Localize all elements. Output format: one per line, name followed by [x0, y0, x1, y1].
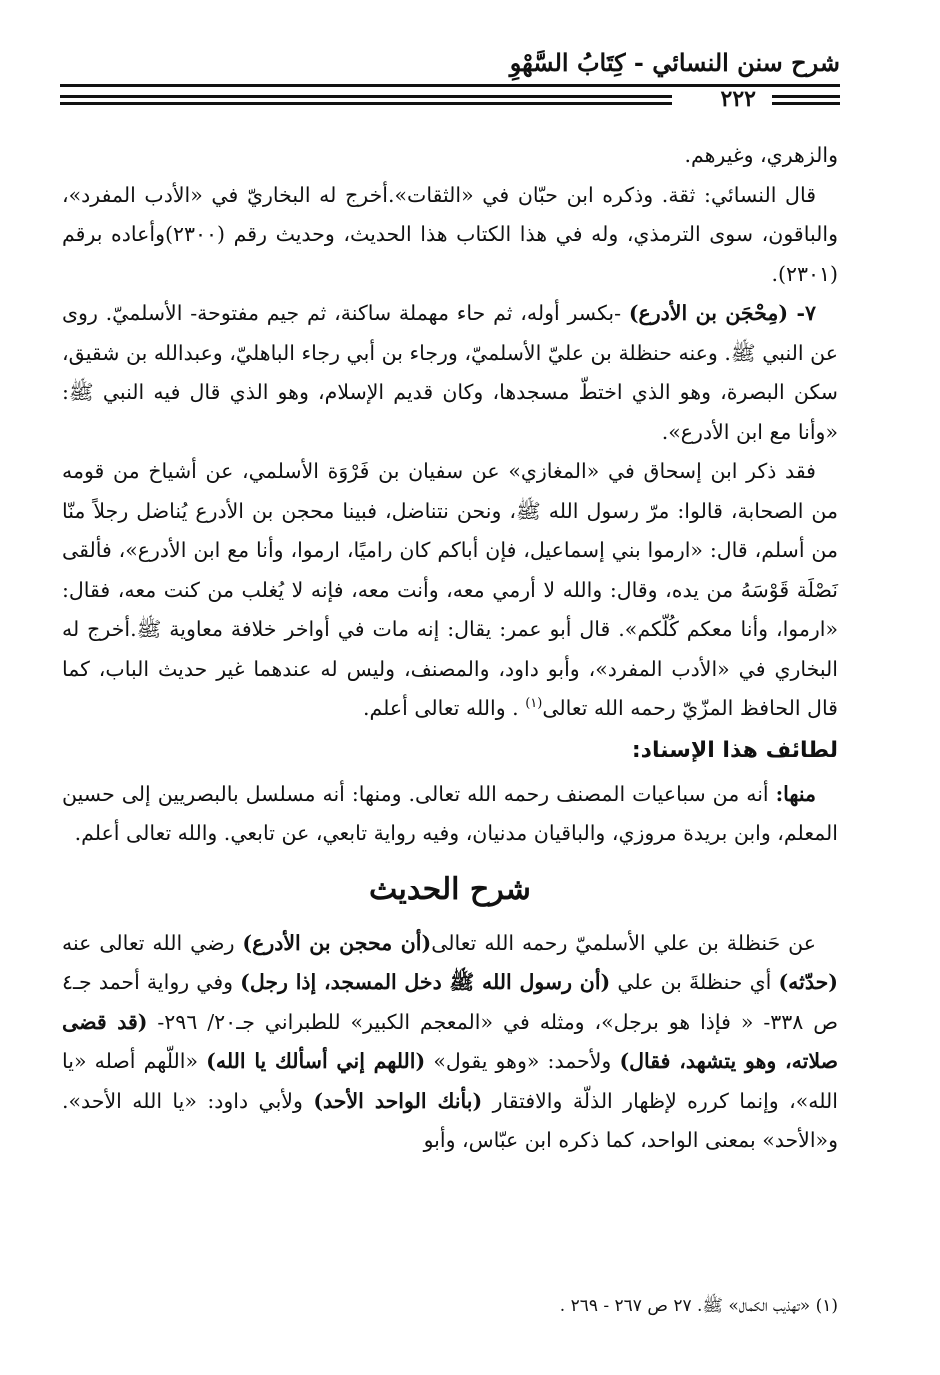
header-rule-left: [60, 95, 672, 105]
page-number: ٢٢٢: [720, 86, 756, 112]
paragraph-5: [62, 775, 838, 854]
paragraph-4-end: . والله تعالى أعلم.: [362, 696, 526, 720]
p6-quote-l: (بأنك الواحد الأحد): [313, 1088, 483, 1113]
running-header-title: شرح سنن النسائي - كِتَابُ السَّهْوِ: [509, 48, 840, 77]
p6-quote-f: (أن رسول الله ﷺ دخل المسجد، إذا رجل): [240, 970, 611, 994]
p6-quote-h: (قد قضى صلاته، وهو يتشهد، فقال): [62, 1009, 838, 1073]
paragraph-4: [62, 452, 838, 729]
header-rule: [60, 86, 840, 112]
main-text: [62, 136, 838, 1161]
paragraph-6: [62, 924, 838, 1161]
p6-text-c: رضي الله تعالى عنه: [62, 930, 243, 955]
paragraph-3-text: -بكسر أوله، ثم حاء مهملة ساكنة، ثم جيم مفتوحة- الأسلميّ. روى عن النبي ﷺ. وعنه حنظلة بن عليّ الأسلميّ، ورجاء بن أبي رجاء الباهليّ، وعبدالله بن شقيق، سكن البصرة، وهو الذي اختطّ مسجدها، وكان قديم الإسلام، وهو الذي قال فيه النبي ﷺ: «وأنا مع ابن الأدرع».: [62, 301, 838, 444]
subheading-isnad: لطائف هذا الإسناد:: [631, 737, 838, 763]
paragraph-5-lead: منها:: [775, 781, 816, 806]
p6-quote-b: (أن محجن بن الأدرع): [242, 930, 432, 955]
p6-text-i: ولأحمد: «وهو يقول»: [425, 1049, 620, 1073]
narrator-name: ٧- (مِحْجَن بن الأدرع): [628, 301, 817, 325]
p6-text-k: «اللّهم أصله «يا الله»، وإنما كرره لإظهار الذلّة والافتقار: [62, 1049, 838, 1113]
footnote: (١) «تهذيب الكمال» ﷺ. ٢٧ ص ٢٦٧ - ٢٦٩ .: [559, 1296, 838, 1316]
p6-text-a: عن حَنظلة بن علي الأسلميّ رحمه الله تعالى: [431, 930, 817, 955]
p6-quote-d: (حدّثه): [778, 970, 838, 994]
paragraph-2: قال النسائي: ثقة. وذكره ابن حبّان في «الثقات».أخرج له البخاريّ في «الأدب المفرد»، والباقون، سوى الترمذي، وله في هذا الكتاب هذا الحديث، وحديث رقم (٢٣٠٠)وأعاده برقم (٢٣٠١).: [62, 182, 838, 286]
paragraph-5-text: أنه من سباعيات المصنف رحمه الله تعالى. ومنها: أنه مسلسل بالبصريين إلى حسين المعلم، وابن بريدة مروزي، والباقيان مدنيان، وفيه رواية تابعي، عن تابعي. والله تعالى أعلم.: [62, 781, 838, 845]
paragraph-3: [62, 294, 838, 452]
p6-quote-j: (اللهم إني أسألك يا الله): [206, 1049, 426, 1073]
p6-text-g: وفي رواية أحمد جـ٤ ص ٣٣٨- « فإذا هو برجل»، ومثله في «المعجم الكبير» للطبراني جـ٢٠/ ٢٩٦-: [62, 970, 838, 1034]
paragraph-1: والزهري، وغيرهم.: [684, 143, 838, 167]
p6-text-m: ولأبي داود: «يا الله الأحد». و«الأحد» بمعنى الواحد، كما ذكره ابن عبّاس، وأبو: [62, 1088, 838, 1152]
paragraph-4-text: فقد ذكر ابن إسحاق في «المغازي» عن سفيان بن فَرْوَة الأسلمي، عن أشياخ من قومه من الصحابة، قالوا: مرّ رسول الله ﷺ، ونحن نتناضل، فبينا محجن بن الأدرع يُناضل رجلاً منّا من أسلم، قال: «ارموا بني إسماعيل، فإن أباكم كان راميًا، ارموا، وأنا مع ابن الأدرع»، فألقى نَصْلَة قَوْسَهُ من يده، وقال: والله لا أرمي معه، وأنت معه، فإنه لا يُغلب من كنت معه، فقال: «ارموا، وأنا معكم كُلّكم». قال أبو عمر: يقال: إنه مات في أواخر خلافة معاوية ﷺ.أخرج له البخاري في «الأدب المفرد»، وأبو داود، والمصنف، وليس له عندهما غير حديث الباب، كما قال الحافظ المزّيّ رحمه الله تعالى: [62, 459, 838, 720]
section-heading: شرح الحديث: [369, 871, 531, 907]
running-header: [60, 44, 840, 87]
header-rule-right: [772, 95, 840, 105]
p6-text-e: أي حنظلةَ بن علي: [610, 970, 779, 994]
footnote-marker: (١): [525, 696, 543, 712]
